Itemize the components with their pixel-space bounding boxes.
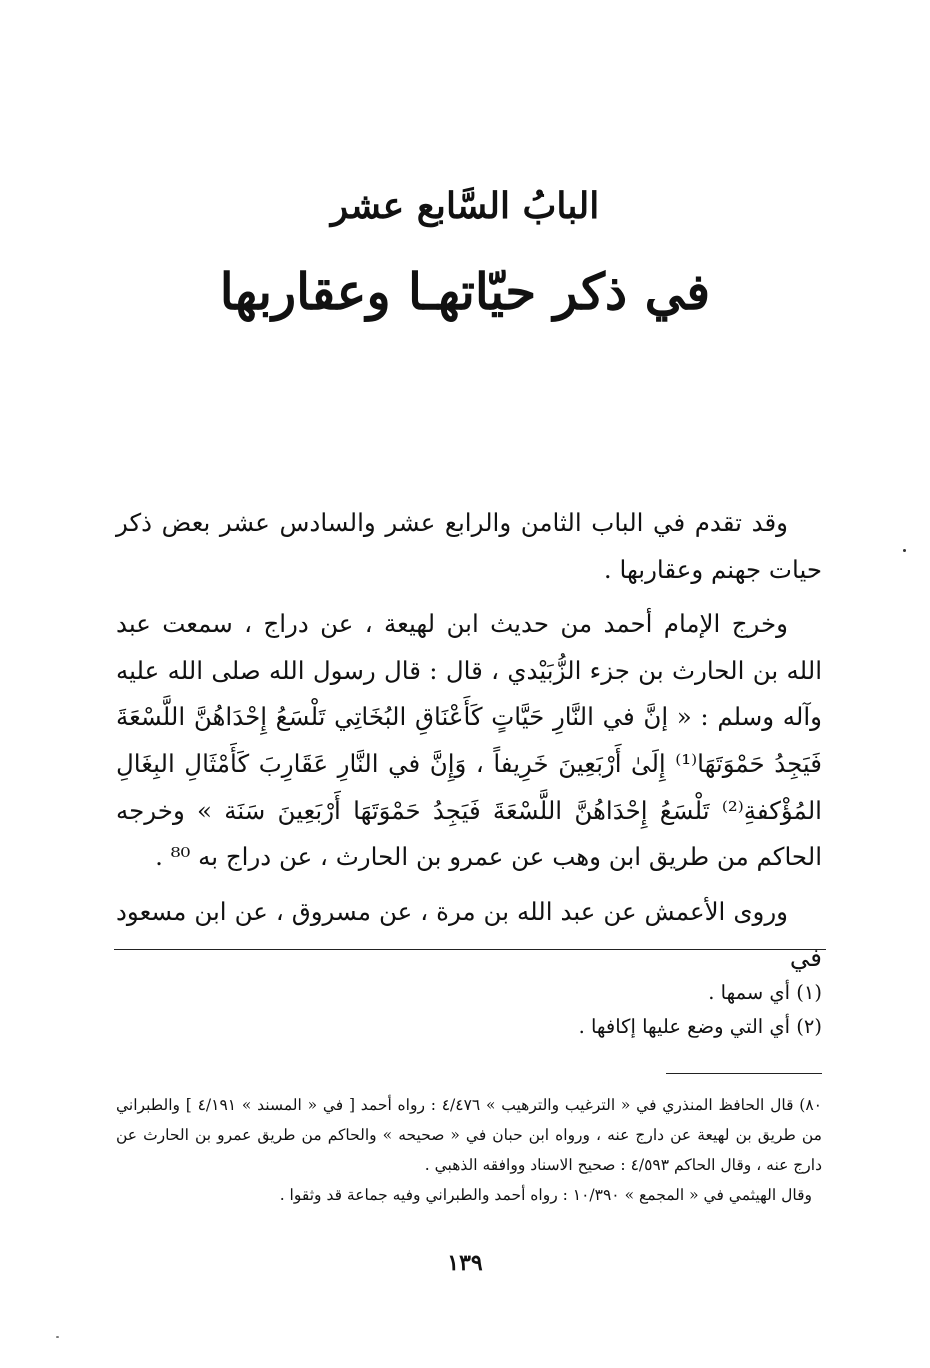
editor-note: وقال الهيثمي في « المجمع » ١٠/٣٩٠ : رواه أحمد والطبراني وفيه جماعة قد وثقوا . [279,1186,812,1204]
scan-speck [903,549,906,552]
editor-notes [116,1090,822,1210]
editor-note: ٨٠) قال الحافظ المنذري في « الترغيب والترهيب » ٤/٤٧٦ : رواه أحمد [ في « المسند » ٤/١٩١ ] والطبراني من طريق بن لهيعة عن دارج عنه ، ورواه ابن حبان في « صحيحه » والحاكم من طريق عمرو بن الحارث عن دارج عنه ، وقال الحاكم ٤/٥٩٣ : صحيح الاسناد ووافقه الذهبي . [116,1096,823,1174]
body-paragraph: وخرج الإمام أحمد من حديث ابن لهيعة ، عن دراج ، سمعت عبد الله بن الحارث بن جزء الزُّبَيْدي ، قال : قال رسول الله صلى الله عليه وآله وسلم : « إنَّ في النَّارِ حَيَّاتٍ كَأَعْنَاقِ البُخَاتِي تَلْسَعُ إِحْدَاهُنَّ اللَّسْعَةَ فَيَجِدُ حَمْوَتَهَا⁽¹⁾ إِلَىٰ أَرْبَعِينَ خَرِيفاً ، وَإِنَّ في النَّارِ عَقَارِبَ كَأَمْثَالِ البِغَالِ المُؤْكفةِ⁽²⁾ تَلْسَعُ إِحْدَاهُنَّ اللَّسْعَةَ فَيَجِدُ حَمْوَتَهَا أَرْبَعِينَ سَنَة » وخرجه الحاكم من طريق ابن وهب عن عمرو بن الحارث ، عن دراج به ⁸⁰ . [116,609,822,872]
footnotes [116,976,822,1044]
page-number: ١٣٩ [447,1250,483,1276]
chapter-title: في ذكر حيّاتهـا وعقاربها [219,262,711,321]
footnote: (١) أي سمها . [708,981,822,1004]
editor-notes-divider [666,1073,822,1074]
footnote: (٢) أي التي وضع عليها إكافها . [578,1015,822,1038]
chapter-number: البابُ السَّابع عشر [330,185,600,227]
footnote-divider [114,949,826,950]
body-text [116,500,822,982]
body-paragraph: وروى الأعمش عن عبد الله بن مرة ، عن مسروق ، عن ابن مسعود في [116,896,822,973]
scan-speck [56,1336,59,1338]
body-paragraph: وقد تقدم في الباب الثامن والرابع عشر والسادس عشر بعض ذكر حيات جهنم وعقاربها . [116,508,822,584]
